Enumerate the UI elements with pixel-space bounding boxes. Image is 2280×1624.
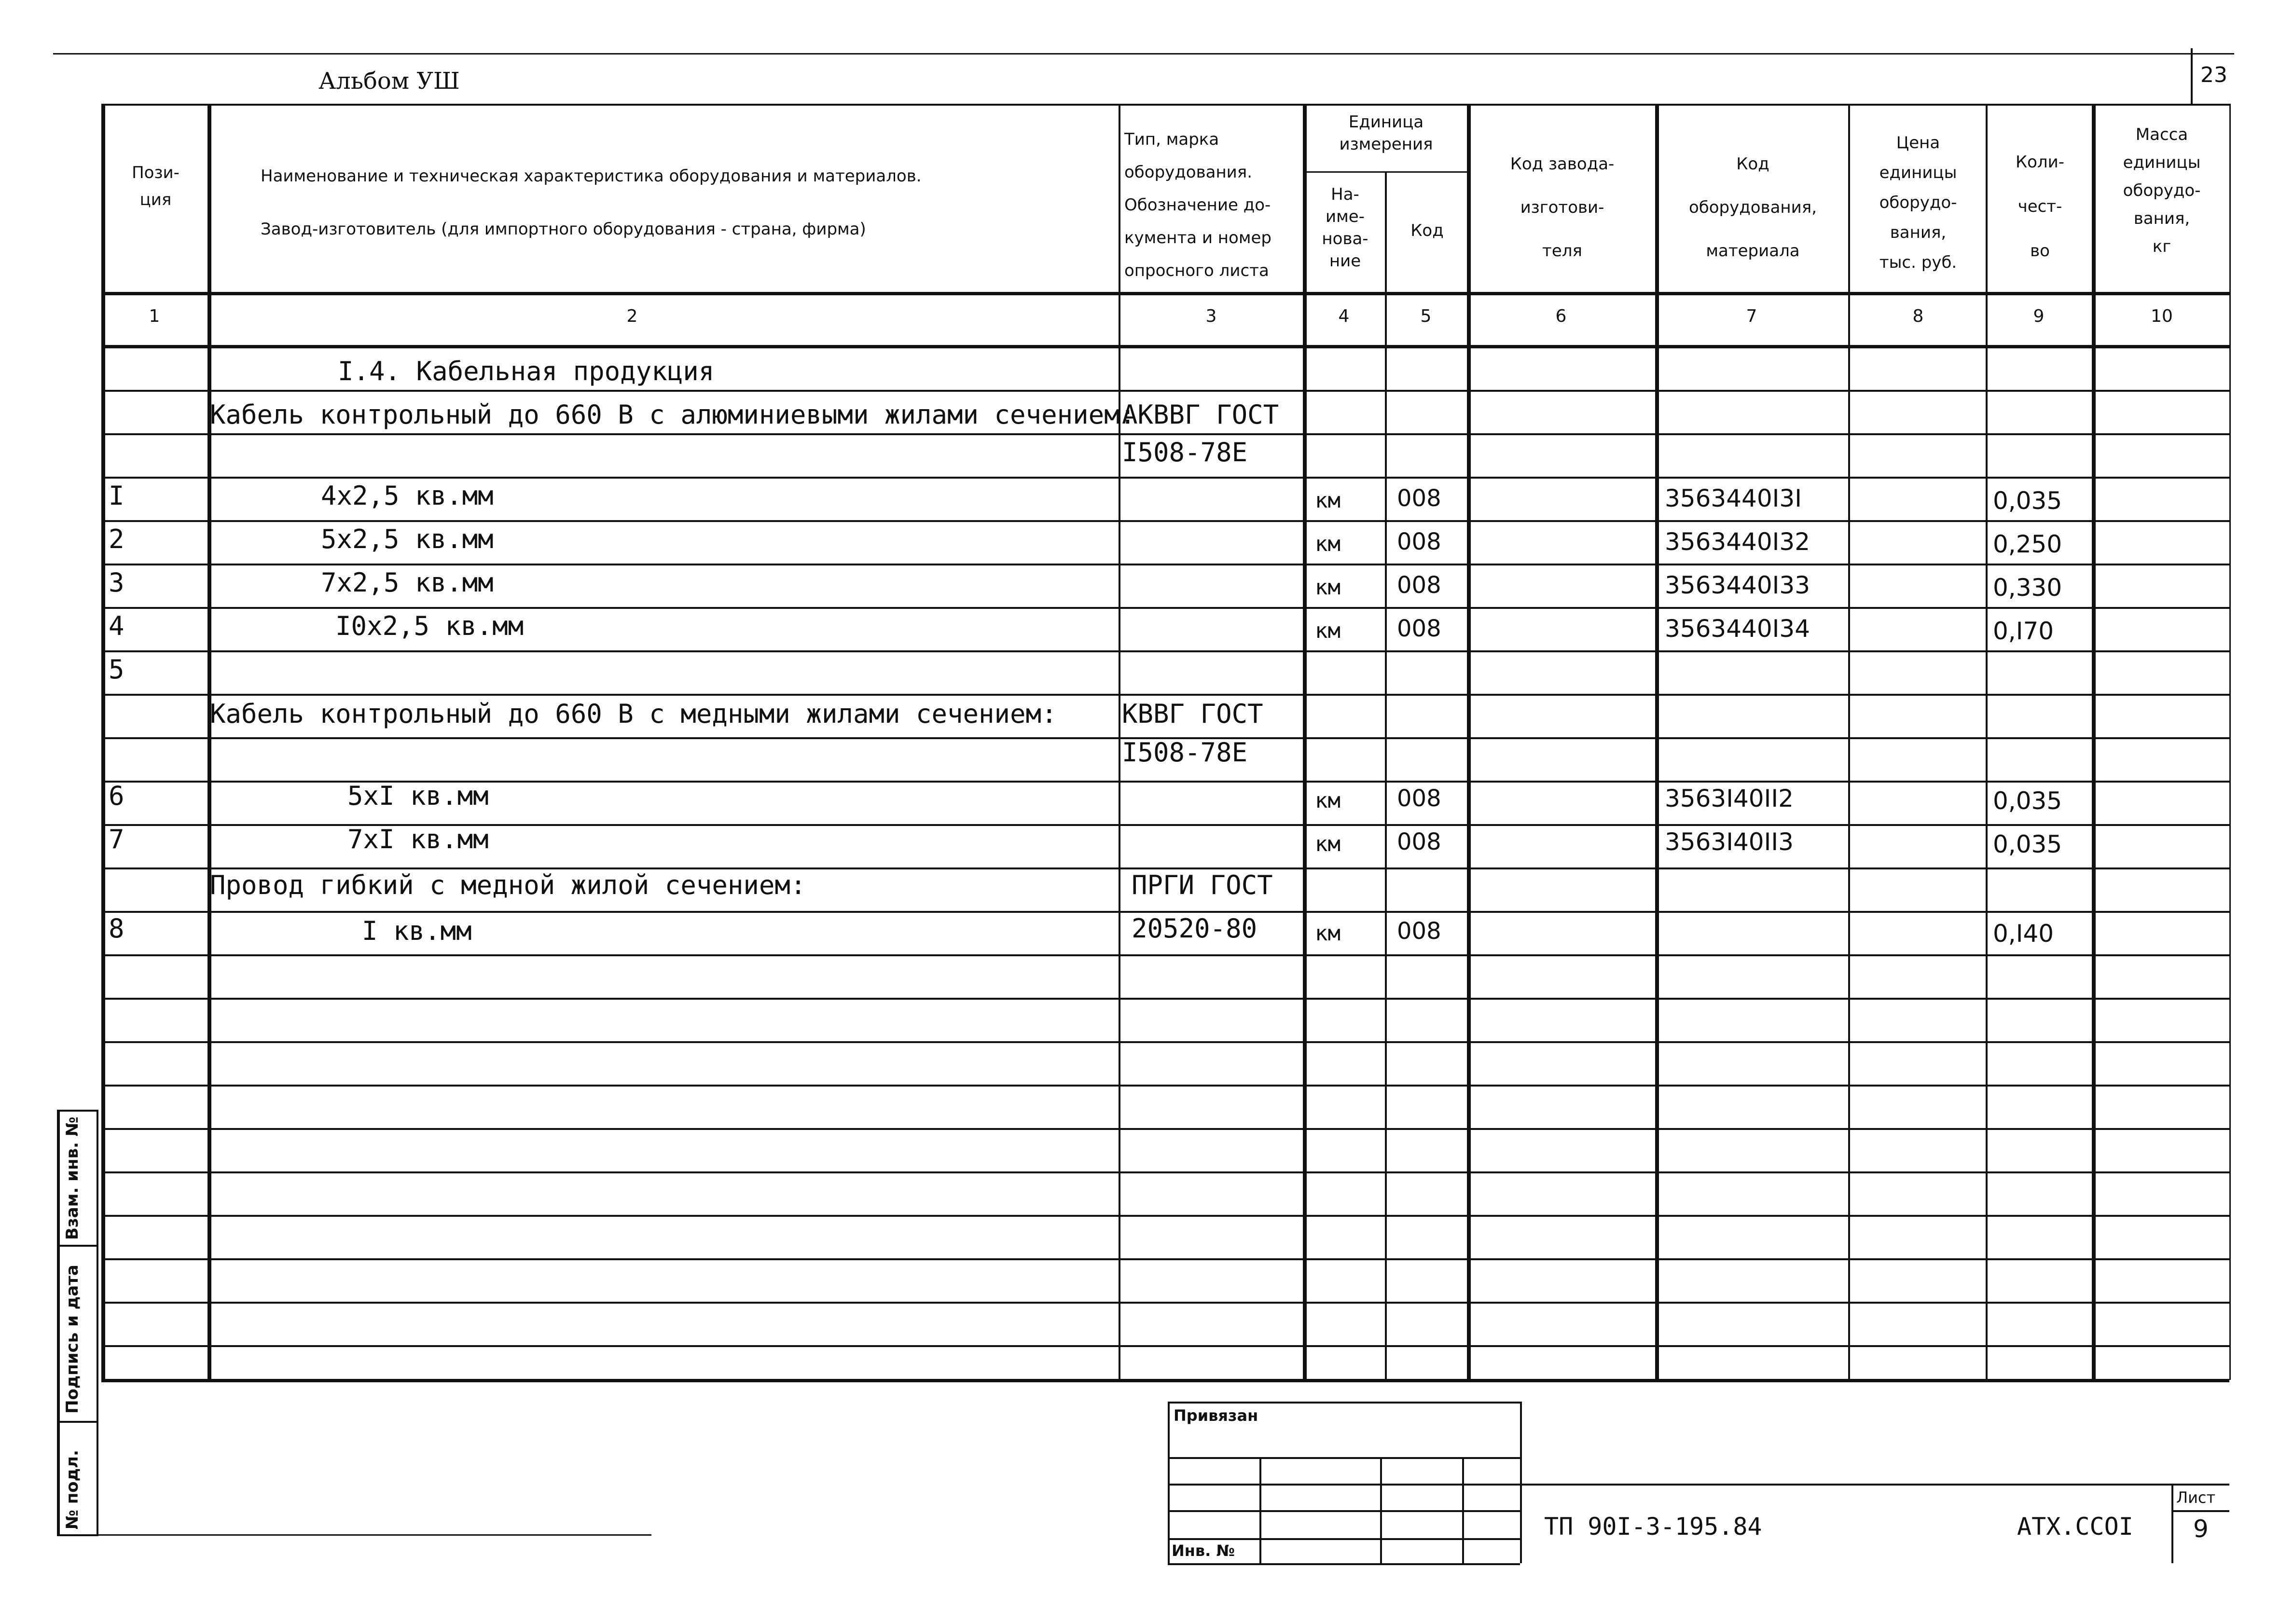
item-unit-code: 008: [1397, 528, 1441, 555]
col-num-5: 5: [1420, 306, 1432, 326]
item-unit: км: [1315, 832, 1340, 856]
stamp-inv-no: Инв. №: [1172, 1541, 1235, 1560]
item-pos: 7: [109, 824, 124, 854]
item-name: 7хI кв.мм: [347, 824, 489, 854]
col-6-title: Код завода- изготови- теля: [1510, 154, 1615, 261]
bottom-rule: [97, 1534, 651, 1536]
stamp-sheet-label: Лист: [2176, 1488, 2216, 1507]
col-2-title: Наименование и техническая характеристика оборудования и материалов. Завод-изготовитель (для импортного оборудования - страна, фирма): [261, 166, 922, 239]
side-label-signature-date: Подпись и дата: [63, 1265, 82, 1414]
page-box-left: [2191, 48, 2193, 104]
item-equip-code: 3563440I3I: [1665, 484, 1802, 512]
item-pos: 8: [109, 913, 124, 944]
item-unit: км: [1315, 488, 1340, 513]
side-label-orig-no: № подл.: [63, 1450, 82, 1529]
item-pos: 2: [109, 524, 124, 554]
item-name: 4х2,5 кв.мм: [321, 481, 494, 511]
stamp-designation: АТХ.ССОI: [2017, 1513, 2133, 1541]
item-pos: 5: [109, 654, 124, 685]
col-9-title: Коли- чест- во: [2015, 152, 2065, 261]
item-equip-code: 3563I40II3: [1665, 828, 1794, 856]
item-qty: 0,I70: [1993, 617, 2054, 645]
col-num-2: 2: [626, 306, 638, 326]
col-num-6: 6: [1555, 306, 1567, 326]
item-name: Кабель контрольный до 660 В с алюминиевыми жилами сечением:: [210, 399, 1136, 430]
col-5-title: Код: [1410, 221, 1444, 240]
col-8-title: Цена единицы оборудо- вания, тыс. руб.: [1879, 133, 1957, 272]
item-type: I508-78Е: [1122, 737, 1248, 768]
item-type: I508-78Е: [1122, 437, 1248, 468]
page-number: 23: [2200, 63, 2227, 87]
album-title: Альбом УШ: [318, 68, 460, 95]
unit-group-title: Единица измерения: [1339, 112, 1433, 154]
stamp-privyazan: Привязан: [1174, 1406, 1258, 1425]
item-unit-code: 008: [1397, 572, 1441, 599]
item-unit-code: 008: [1397, 828, 1441, 855]
item-pos: 4: [109, 611, 124, 641]
item-unit-code: 008: [1397, 785, 1441, 812]
section-heading: I.4. Кабельная продукция: [338, 356, 715, 386]
item-unit: км: [1315, 575, 1340, 600]
item-equip-code: 3563440I32: [1665, 528, 1810, 556]
item-name: Провод гибкий с медной жилой сечением:: [210, 870, 806, 900]
item-unit: км: [1315, 788, 1340, 813]
item-name: 5х2,5 кв.мм: [321, 524, 494, 554]
item-name: I0х2,5 кв.мм: [335, 611, 524, 641]
stamp-doc-code: ТП 90I-3-195.84: [1544, 1513, 1762, 1541]
item-equip-code: 3563I40II2: [1665, 784, 1794, 812]
stamp-sheet-number: 9: [2193, 1515, 2209, 1543]
col-3-title: Тип, марка оборудования. Обозначение до- кумента и номер опросного листа: [1124, 130, 1271, 280]
item-name: I кв.мм: [362, 916, 472, 946]
item-unit: км: [1315, 532, 1340, 556]
col-1-title: Пози- ция: [132, 163, 180, 209]
item-pos: 6: [109, 781, 124, 811]
col-4-title: На- име- нова- ние: [1322, 185, 1368, 271]
item-qty: 0,035: [1993, 830, 2062, 858]
item-qty: 0,035: [1993, 787, 2062, 815]
top-rule: [53, 53, 2234, 55]
item-unit-code: 008: [1397, 918, 1441, 945]
col-num-9: 9: [2033, 306, 2045, 326]
item-type: ПРГИ ГОСТ: [1132, 870, 1273, 900]
side-label-replace-inv: Взам. инв. №: [63, 1116, 82, 1240]
item-type: КВВГ ГОСТ: [1122, 699, 1263, 729]
item-unit-code: 008: [1397, 485, 1441, 512]
item-name: 7х2,5 кв.мм: [321, 567, 494, 598]
item-name: 5хI кв.мм: [347, 781, 489, 811]
item-pos: 3: [109, 567, 124, 598]
item-qty: 0,250: [1993, 530, 2062, 558]
col-num-1: 1: [149, 306, 160, 326]
item-qty: 0,330: [1993, 574, 2062, 602]
col-10-title: Масса единицы оборудо- вания, кг: [2123, 125, 2201, 256]
col-num-3: 3: [1205, 306, 1217, 326]
item-qty: 0,035: [1993, 487, 2062, 515]
item-qty: 0,I40: [1993, 920, 2054, 948]
col-7-title: Код оборудования, материала: [1688, 154, 1817, 261]
item-unit: км: [1315, 619, 1340, 643]
item-type: АКВВГ ГОСТ: [1122, 399, 1279, 430]
item-unit: км: [1315, 921, 1340, 946]
col-num-7: 7: [1746, 306, 1757, 326]
item-equip-code: 3563440I34: [1665, 615, 1810, 643]
col-num-4: 4: [1338, 306, 1350, 326]
item-name: Кабель контрольный до 660 В с медными жилами сечением:: [210, 699, 1057, 729]
col-num-10: 10: [2151, 306, 2173, 326]
col-num-8: 8: [1912, 306, 1924, 326]
item-unit-code: 008: [1397, 615, 1441, 642]
item-equip-code: 3563440I33: [1665, 571, 1810, 599]
item-type: 20520-80: [1132, 913, 1257, 944]
item-pos: I: [109, 481, 124, 511]
